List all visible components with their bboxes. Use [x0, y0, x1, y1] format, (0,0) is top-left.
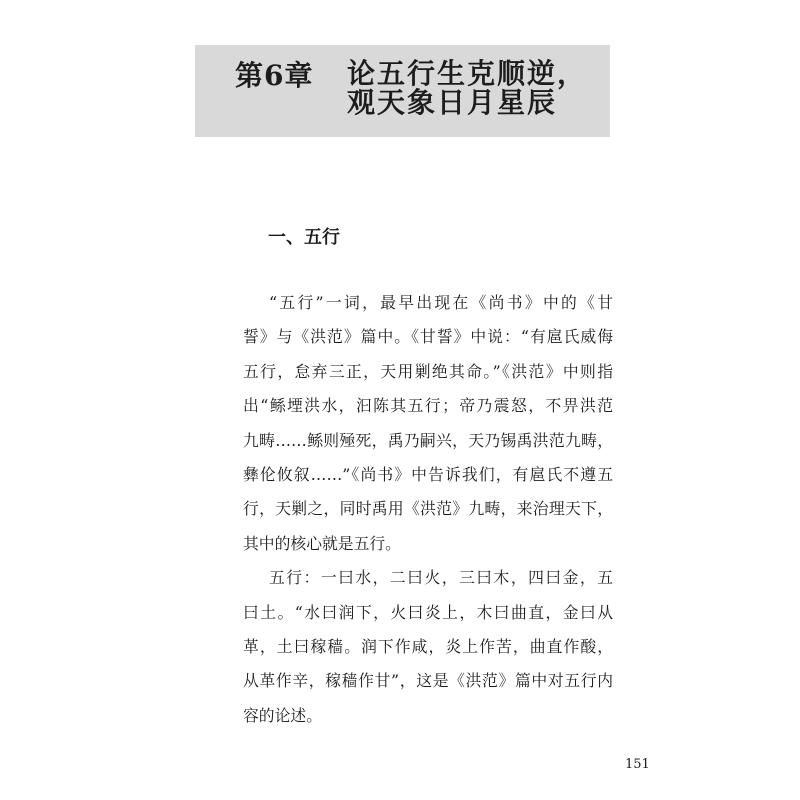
text-line: 五行，怠弃三正，天用剿绝其命。”《洪范》中则指 — [243, 361, 613, 381]
text-line: 从革作辛，稼穑作甘”，这是《洪范》篇中对五行内 — [243, 671, 613, 691]
chapter-title — [347, 59, 587, 117]
page-number: 151 — [625, 757, 650, 772]
text-line: 五行：一曰水，二曰火，三曰木，四曰金，五 — [269, 568, 613, 588]
text-line: 九畴……鲧则殛死，禹乃嗣兴，天乃锡禹洪范九畴， — [243, 430, 613, 450]
text-line: 行，天剿之，同时禹用《洪范》九畴，来治理天下， — [243, 499, 613, 519]
text-line: 出“鲧堙洪水，汩陈其五行；帝乃震怒，不畀洪范 — [243, 396, 613, 416]
text-line: “五行”一词，最早出现在《尚书》中的《甘 — [269, 293, 613, 312]
text-line: 革，土曰稼穑。润下作咸，炎上作苦，曲直作酸， — [243, 636, 613, 656]
text-line: 其中的核心就是五行。 — [243, 533, 401, 553]
text-line: 彝伦攸叙……”《尚书》中告诉我们，有扈氏不遵五 — [243, 464, 613, 484]
chapter-title-line-1: 论五行生克顺逆， — [347, 57, 588, 90]
paragraph-1 — [243, 286, 613, 561]
section-heading: 一、五行 — [268, 227, 340, 248]
text-line: 曰土。“水曰润下，火曰炎上，木曰曲直，金曰从 — [243, 602, 613, 622]
text-line: 誓》与《洪范》篇中。《甘誓》中说：“有扈氏威侮 — [243, 327, 613, 347]
chapter-title-line-2: 观天象日月星辰 — [347, 86, 558, 119]
body-text — [243, 286, 613, 733]
paragraph-2 — [243, 561, 613, 733]
chapter-header — [195, 45, 610, 137]
text-line: 容的论述。 — [243, 705, 322, 725]
chapter-number: 第6章 — [235, 59, 314, 92]
